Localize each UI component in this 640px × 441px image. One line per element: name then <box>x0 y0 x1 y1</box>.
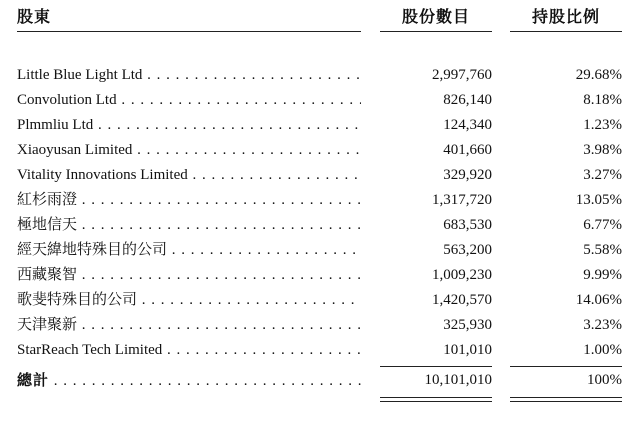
share-count: 1,420,570 <box>432 292 492 308</box>
shareholder-name: Xiaoyusan Limited . . . <box>17 138 361 163</box>
header-rule-percentage <box>510 31 622 32</box>
table-header <box>0 0 640 34</box>
share-count: 563,200 <box>443 242 492 258</box>
total-percentage: 100% <box>587 372 622 388</box>
total-top-rule-percentage <box>510 366 622 367</box>
share-percentage: 14.06% <box>575 292 622 308</box>
shareholder-name: Plmmliu Ltd . . . <box>17 113 361 138</box>
column-header-percentage: 持股比例 <box>531 7 600 26</box>
share-count: 1,009,230 <box>432 267 492 283</box>
table-row <box>0 313 640 338</box>
share-count: 683,530 <box>443 217 492 233</box>
share-percentage: 13.05% <box>575 192 622 208</box>
table-row <box>0 338 640 363</box>
share-percentage: 9.99% <box>583 267 622 283</box>
table-row <box>0 213 640 238</box>
share-count: 325,930 <box>443 317 492 333</box>
table-row <box>0 63 640 88</box>
table-row <box>0 238 640 263</box>
total-double-rule-percentage-lower <box>510 401 622 402</box>
share-percentage: 3.27% <box>583 167 622 183</box>
total-double-rule-percentage-upper <box>510 397 622 398</box>
column-header-shares: 股份數目 <box>401 7 470 26</box>
table-row <box>0 113 640 138</box>
shareholder-name: 西藏聚智 . . . <box>17 263 361 288</box>
shareholder-name: Convolution Ltd . . . <box>17 88 361 113</box>
total-row <box>0 368 640 394</box>
header-rule-shareholder <box>17 31 361 32</box>
share-count: 101,010 <box>443 342 492 358</box>
table-row <box>0 138 640 163</box>
shareholder-name: 經天緯地特殊目的公司 . . . <box>17 238 361 263</box>
table-row <box>0 288 640 313</box>
shareholder-name: Little Blue Light Ltd . . . <box>17 63 361 88</box>
share-percentage: 3.98% <box>583 142 622 158</box>
share-percentage: 8.18% <box>583 92 622 108</box>
shareholder-name: Vitality Innovations Limited . . . <box>17 163 361 188</box>
share-count: 2,997,760 <box>432 67 492 83</box>
table-row <box>0 88 640 113</box>
shareholder-name: 極地信天 . . . <box>17 213 361 238</box>
share-percentage: 1.00% <box>583 342 622 358</box>
total-double-rule-shares-upper <box>380 397 492 398</box>
header-rule-shares <box>380 31 492 32</box>
share-percentage: 3.23% <box>583 317 622 333</box>
share-percentage: 29.68% <box>575 67 622 83</box>
total-double-rule-shares-lower <box>380 401 492 402</box>
table-row <box>0 163 640 188</box>
total-shares: 10,101,010 <box>424 372 492 388</box>
shareholder-name: 天津聚新 . . . <box>17 313 361 338</box>
total-label: 總計 . . . <box>17 368 361 393</box>
shareholder-table-body <box>0 63 640 363</box>
table-row <box>0 188 640 213</box>
shareholder-name: 紅杉雨澄 . . . <box>17 188 361 213</box>
table-row <box>0 263 640 288</box>
share-count: 401,660 <box>443 142 492 158</box>
column-header-shareholder: 股東 <box>17 7 52 26</box>
shareholder-name: StarReach Tech Limited . . . <box>17 338 361 363</box>
shareholder-name: 歌斐特殊目的公司 . . . <box>17 288 361 313</box>
share-percentage: 6.77% <box>583 217 622 233</box>
total-top-rule-shares <box>380 366 492 367</box>
share-percentage: 5.58% <box>583 242 622 258</box>
share-count: 826,140 <box>443 92 492 108</box>
share-count: 1,317,720 <box>432 192 492 208</box>
share-count: 124,340 <box>443 117 492 133</box>
share-count: 329,920 <box>443 167 492 183</box>
share-percentage: 1.23% <box>583 117 622 133</box>
